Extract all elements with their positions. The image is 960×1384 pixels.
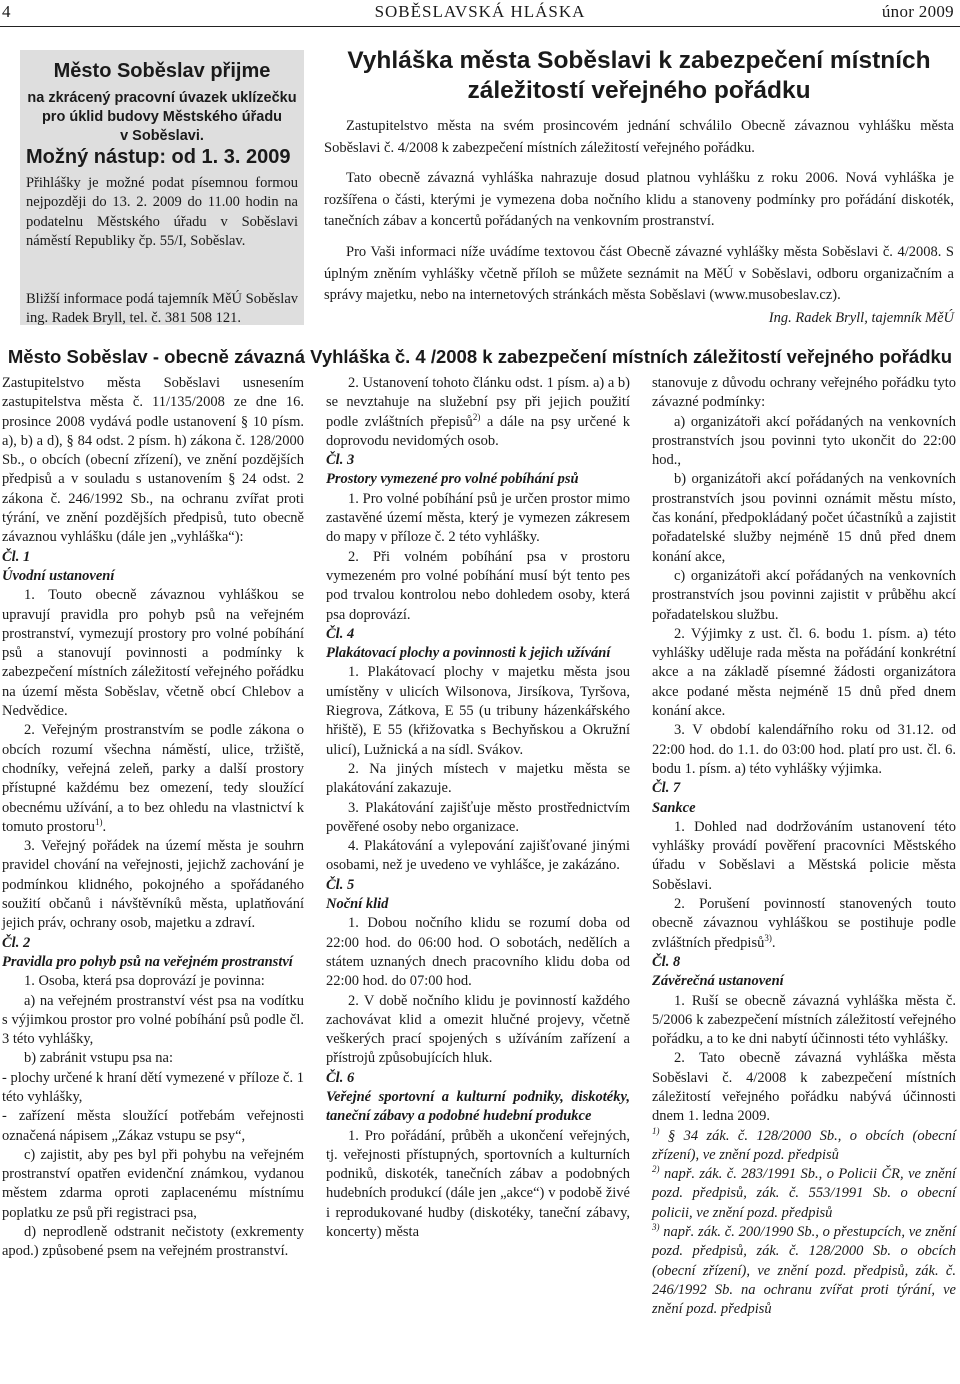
article-5-title: Noční klid — [326, 896, 389, 913]
ad-subheading-3: v Soběslavi. — [120, 128, 204, 144]
paragraph: 1. Dohled nad dodržováním ustanovení této vyhlášky provádí pověření pracovníci Městského úřadu v Soběslavi a Městská policie města Soběslavi. — [652, 818, 956, 893]
article-2-number: Čl. 2 — [2, 934, 31, 951]
article-7-title: Sankce — [652, 799, 696, 816]
intro-paragraph-2: Tato obecně závazná vyhláška nahrazuje dosud platnou vyhlášku z roku 2006. Nová vyhláška je rozšířena o části, kterými je vymezena doba nočního klidu a stanoveny podmínky pro pořádání diskoték, tanečních zábav a koncertů pořádaných na venkovním prostranství. — [324, 170, 954, 229]
paragraph: 3. Veřejný pořádek na území města je souhrn pravidel chování na veřejnosti, jejichž zachování je podmínkou klidného, pokojného a spořádaného soužití občanů i návštěvníků města, uplatňování jejich práv, ochrany osob, majetku a zdraví. — [2, 838, 304, 932]
paragraph: 2. Veřejným prostranstvím se podle zákona o obcích rozumí všechna náměstí, ulice, tržiště, chodníky, veřejná zeleň, parky a další prostory přístupné každému bez omezení, tedy sloužící obecnému užívání, a to bez ohledu na vlastnictví k tomuto prostoru$^{1)}$. — [2, 722, 304, 835]
paragraph: 2. Ustanovení tohoto článku odst. 1 písm. a) a b) se nevztahuje na služební psy při jejich použití podle zvláštních přepisů$^{2)}$ a dále na psy určené k doprovodu nevidomých osob. — [326, 375, 630, 449]
footnote-ref: 1) — [95, 817, 103, 827]
article-6-title: Veřejné sportovní a kulturní podniky, diskotéky, taneční zábavy a podobné hudební produkce — [326, 1088, 630, 1125]
issue-date: únor 2009 — [881, 2, 954, 21]
article-7-number: Čl. 7 — [652, 780, 681, 797]
intro-paragraph-1: Zastupitelstvo města na svém prosincovém jednání schválilo Obecně závaznou vyhlášku města Soběslavi č. 4/2008 k zabezpečení místních záležitostí veřejného pořádku. — [324, 118, 954, 156]
preamble: Zastupitelstvo města Soběslavi usnesením zastupitelstva města č. 11/135/2008 ze dne 16. prosince 2008 vydává podle ustanovení § 10 písm. a), b) a d), § 84 odst. 2 písm. h) zákona č. 128/2000 Sb., o obcích (obecní zřízení), ve znění pozdějších předpisů a v souladu s ustanovením § 24 odst. 2 zákona č. 246/1992 Sb., na ochranu zvířat proti týrání, ve znění pozdějších předpisů, tuto obecně závaznou vyhlášku (dále jen „vyhláška“): — [2, 375, 304, 546]
article-1-title: Úvodní ustanovení — [2, 567, 115, 584]
paragraph: a) organizátoři akcí pořádaných na venkovních prostranstvích jsou povinni tyto ukončit do 22:00 hod., — [652, 413, 956, 469]
paragraph: b) zabránit vstupu psa na: — [24, 1050, 173, 1067]
ad-subheading-1: na zkrácený pracovní úvazek uklízečku — [27, 90, 297, 106]
paragraph: - plochy určené k hraní dětí vymezené v příloze č. 1 této vyhlášky, — [2, 1069, 304, 1105]
paragraph: 2. Tato obecně závazná vyhláška města Soběslavi č. 4/2008 k zabezpečení místních záležitostí veřejného pořádku nabývá účinnosti dnem 1. ledna 2009. — [652, 1050, 956, 1125]
article-3-title: Prostory vymezené pro volné pobíhání psů — [326, 471, 579, 488]
paragraph: 2. Výjimky z ust. čl. 6. bodu 1. písm. a) této vyhlášky uděluje rada města na pořádání konkrétní akce a na základě písemné žádosti organizátora akce podané města nejméně 15 dnů před dnem konání akce. — [652, 625, 956, 720]
paragraph: 1. Ruší se obecně závazná vyhláška města č. 5/2006 k zabezpečení místních záležitostí veřejného pořádku, a to ke dni nabytí účinnosti této vyhlášky. — [652, 992, 956, 1048]
paragraph: 2. Na jiných místech v majetku města se plakátování zakazuje. — [326, 760, 630, 797]
ad-application-text: Přihlášky je možné podat písemnou formou nejpozději do 13. 2. 2009 do 11.00 hodin na podatelnu Městského úřadu v Soběslavi náměstí Republiky čp. 55/I, Soběslav. — [26, 175, 298, 249]
paragraph: 1. Pro pořádání, průběh a ukončení veřejných, tj. veřejnosti přístupných, sportovních a kulturních podniků, diskoték, tanečních zábav a podobných hudebních produkcí (dále jen „akce“) v podobě živé i reprodukované hudby (diskotéky, taneční zábavy, koncerty) města — [326, 1127, 630, 1241]
footnote-3: $^{3)}$ např. zák. č. 200/1990 Sb., o přestupcích, ve znění pozd. předpisů, zák. č. 128/2000 Sb. o obcích (obecní zřízení), ve znění pozd. předpisů, zák. č. 246/1992 Sb. na ochranu zvířat proti týrání, ve znění pozd. předpisů — [652, 1222, 956, 1318]
column-1 — [2, 374, 304, 1262]
article-6-number: Čl. 6 — [326, 1069, 355, 1086]
page-number: 4 — [2, 2, 11, 21]
footnote-ref: 2) — [472, 411, 481, 422]
paragraph: 1. Dobou nočního klidu se rozumí doba od 22:00 hod. do 06:00 hod. O sobotách, nedělích a státem uznaných dnech pracovního klidu doba od 22:00 hod. do 07:00 hod. — [326, 915, 630, 990]
paragraph: b) organizátoři akcí pořádaných na venkovních prostranstvích jsou povinni oznámit městu místo, čas konání, předpokládaný počet účastníků a zajistit pořadatelské služby nejméně 15 dnů před dnem konání akce, — [652, 471, 956, 565]
paragraph: c) organizátoři akcí pořádaných na venkovních prostranstvích jsou povinni zajistit v průběhu akcí pořadatelskou službu. — [652, 567, 956, 623]
ad-heading: Město Soběslav přijme — [53, 60, 271, 82]
job-ad-box — [20, 50, 304, 325]
footnote-1: $^{1)}$ § 34 zák. č. 128/2000 Sb., o obcích (obecní zřízení), ve znění pozd. předpisů — [652, 1125, 956, 1163]
column-3 — [652, 374, 956, 1320]
article-5-number: Čl. 5 — [326, 876, 355, 893]
newspaper-title: SOBĚSLAVSKÁ HLÁSKA — [374, 2, 586, 21]
page-header — [0, 0, 960, 27]
paragraph: d) neprodleně odstranit nečistoty (exkrementy apod.) způsobené psem na veřejném prostranství. — [2, 1224, 304, 1260]
paragraph: 4. Plakátování a vylepování zajišťované jinými osobami, než je uvedeno ve vyhlášce, je zakázáno. — [326, 838, 630, 874]
article-2-title: Pravidla pro pohyb psů na veřejném prostranství — [2, 953, 293, 970]
article-1-number: Čl. 1 — [2, 548, 31, 565]
footnote-ref: 3) — [764, 932, 772, 943]
article-3-number: Čl. 3 — [326, 452, 355, 469]
footnote-2: $^{2)}$ např. zák. č. 283/1991 Sb., o Policii ČR, ve znění pozd. předpisů, zák. č. 553/1991 Sb. o obecní policii, ve znění pozd. předpisů — [652, 1164, 956, 1221]
paragraph: 1. Osoba, která psa doprovází je povinna: — [24, 973, 265, 990]
ad-subheading-2: pro úklid budovy Městského úřadu — [41, 109, 283, 125]
article-8-number: Čl. 8 — [652, 953, 681, 970]
paragraph: a) na veřejném prostranství vést psa na vodítku s výjimkou prostor pro volné pobíhání psů podle čl. 3 této vyhlášky, — [2, 992, 304, 1048]
paragraph: 1. Touto obecně závaznou vyhláškou se upravují pravidla pro pohyb psů na veřejném prostranství, vymezují prostory pro volné pobíhání psů a stanovují povinnosti a podmínky k zabezpečení místních záležitostí veřejného pořádku na území města Soběslav, včetně obcí Chlebov a Nedvědice. — [2, 587, 304, 720]
paragraph: 3. Plakátování zajišťuje město prostřednictvím pověřené osoby nebo organizace. — [326, 799, 630, 835]
paragraph: c) zajistit, aby pes byl při pohybu na veřejném prostranství opatřen evidenční známkou, vydanou městem zdarma oproti zaplacenému místnímu poplatku ze psů při registraci psa, — [2, 1146, 304, 1221]
paragraph: - zařízení města sloužící potřebám veřejnosti označená nápisem „Zákaz vstupu se psy“, — [2, 1108, 304, 1144]
column-2 — [326, 374, 630, 1242]
paragraph: 1. Pro volné pobíhání psů je určen prostor mimo zastavěné území města, který je vymezen zákresem do mapy v příloze č. 2 této vyhlášky. — [326, 490, 630, 546]
article-4-number: Čl. 4 — [326, 625, 355, 642]
article-8-title: Závěrečná ustanovení — [652, 973, 784, 990]
ad-contact-text: Bližší informace podá tajemník MěÚ Soběslav ing. Radek Bryll, tel. č. 381 508 121. — [26, 291, 298, 327]
paragraph: 2. Při volném pobíhání psa v prostoru vymezeném pro volné pobíhání musí být tento pes pod trvalou kontrolou nebo dohledem osoby, která psa doprovází. — [326, 548, 630, 623]
article-4-title: Plakátovací plochy a povinnosti k jejich užívání — [326, 645, 611, 662]
paragraph: stanovuje z důvodu ochrany veřejného pořádku tyto závazné podmínky: — [652, 375, 956, 411]
paragraph: 2. Porušení povinností stanovených touto obecně závaznou vyhláškou se postihuje podle zvláštních předpisů$^{3)}$. — [652, 896, 956, 951]
intro-signature: Ing. Radek Bryll, tajemník MěÚ — [768, 310, 954, 326]
article-title: Vyhláška města Soběslavi k zabezpečení místních záležitostí veřejného pořádku — [347, 47, 931, 104]
ad-start-date: Možný nástup: od 1. 3. 2009 — [26, 146, 291, 168]
paragraph: 3. V období kalendářního roku od 31.12. od 22:00 hod. do 1.1. do 03:00 hod. platí pro ust. čl. 6. bodu 1. písm. a) této vyhlášky výjimka. — [652, 722, 956, 777]
paragraph: 1. Plakátovací plochy v majetku města jsou umístěny v ulicích Wilsonova, Jirsíkova, Tyršova, Riegrova, Zátkova, E 55 (u tribuny házenkářského hřiště), E 55 (křižovatka s Bechyňskou a Okružní ulicí), Lužnická a na sídl. Svákov. — [326, 664, 630, 758]
intro-paragraph-3: Pro Vaši informaci níže uvádíme textovou část Obecně závazné vyhlášky města Soběslavi č. 4/2008. S úplným zněním vyhlášky včetně příloh se můžete seznámit na MěÚ v Soběslavi, odboru organizačním a správy majetku, nebo na internetových stránkách města Soběslavi (www.musobeslav.cz). — [324, 244, 954, 303]
paragraph: 2. V době nočního klidu je povinností každého zachovávat klid a omezit hlučné projevy, včetně veškerých prací spojených s užíváním zařízení a přístrojů způsobujících hluk. — [326, 992, 630, 1067]
regulation-title: Město Soběslav - obecně závazná Vyhláška č. 4 /2008 k zabezpečení místních záležitostí veřejného pořádku — [7, 346, 953, 367]
